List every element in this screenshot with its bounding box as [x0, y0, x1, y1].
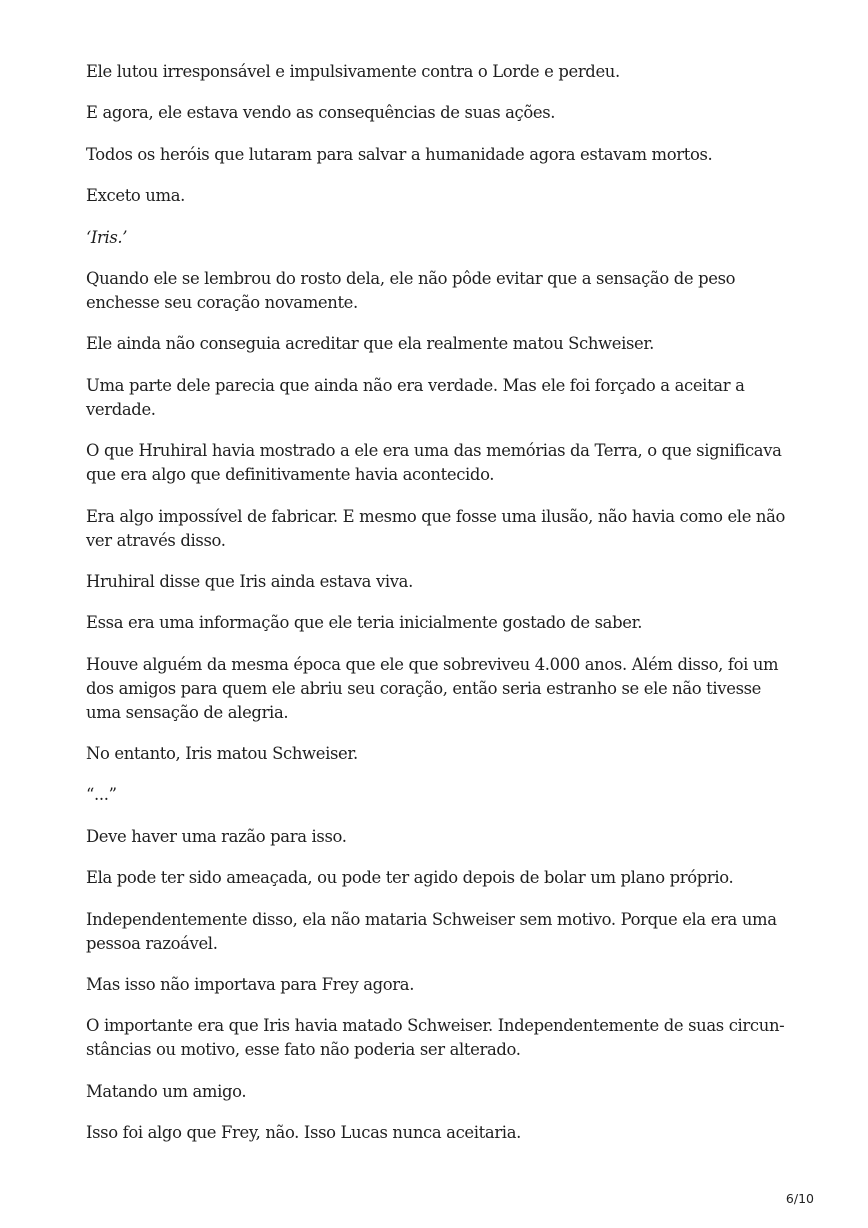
paragraph: E agora, ele estava vendo as consequências de suas ações. — [86, 103, 556, 123]
paragraph: Ele ainda não conseguia acreditar que ela realmente matou Schweiser. — [86, 334, 654, 354]
paragraph: Uma parte dele parecia que ainda não era verdade. Mas ele foi forçado a aceitar a verdade. — [86, 375, 745, 419]
paragraph: Isso foi algo que Frey, não. Isso Lucas nunca aceitaria. — [86, 1123, 521, 1143]
paragraph: Era algo impossível de fabricar. E mesmo que fosse uma ilusão, não havia como ele não ver através disso. — [86, 506, 786, 550]
paragraph: Exceto uma. — [86, 186, 185, 206]
paragraph: Essa era uma informação que ele teria inicialmente gostado de saber. — [86, 613, 643, 633]
paragraph: Todos os heróis que lutaram para salvar a humanidade agora estavam mortos. — [86, 144, 713, 164]
italic-thought: ‘Iris.’ — [86, 227, 128, 247]
paragraph: Quando ele se lembrou do rosto dela, ele não pôde evitar que a sensação de peso enchesse seu coração novamente. — [86, 268, 736, 312]
paragraph: Ela pode ter sido ameaçada, ou pode ter agido depois de bolar um plano próprio. — [86, 868, 734, 888]
dialogue-ellipsis: “...” — [86, 785, 117, 805]
paragraph: Ele lutou irresponsável e impulsivamente contra o Lorde e perdeu. — [86, 62, 620, 81]
paragraph: Independentemente disso, ela não mataria Schweiser sem motivo. Porque ela era uma pessoa razoável. — [86, 909, 777, 953]
document-body — [86, 60, 786, 1163]
paragraph: Houve alguém da mesma época que ele que sobreviveu 4.000 anos. Além disso, foi um dos amigos para quem ele abriu seu coração, então seria estranho se ele não tivesse uma sensação de alegria. — [86, 654, 779, 722]
paragraph: Deve haver uma razão para isso. — [86, 826, 347, 846]
paragraph: Hruhiral disse que Iris ainda estava viva. — [86, 571, 413, 591]
paragraph: Matando um amigo. — [86, 1081, 247, 1101]
paragraph: O importante era que Iris havia matado Schweiser. Independentemente de suas circunstâncias ou motivo, esse fato não poderia ser alterado. — [86, 1016, 785, 1060]
paragraph: Mas isso não importava para Frey agora. — [86, 975, 415, 995]
paragraph: O que Hruhiral havia mostrado a ele era uma das memórias da Terra, o que significava que era algo que definitivamente havia acontecido. — [86, 441, 782, 485]
page-number: 6/10 — [785, 1191, 814, 1206]
paragraph: No entanto, Iris matou Schweiser. — [86, 744, 358, 764]
